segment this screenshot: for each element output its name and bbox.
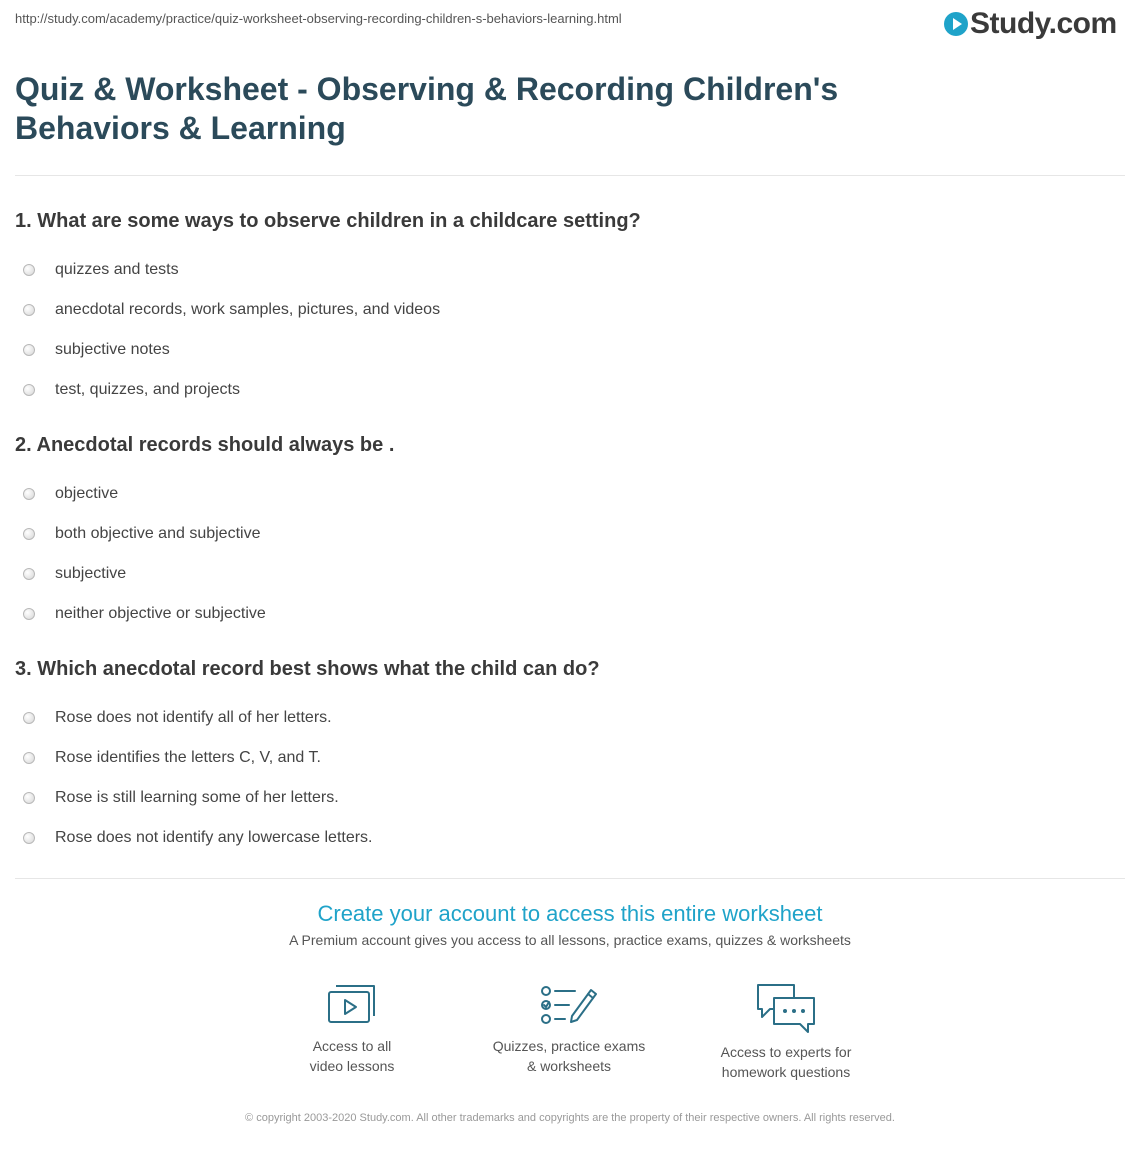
answer-label: neither objective or subjective bbox=[55, 605, 266, 622]
video-lessons-icon bbox=[326, 982, 378, 1028]
question-title: 3. Which anecdotal record best shows what the child can do? bbox=[15, 658, 600, 680]
feature-label: Access to all video lessons bbox=[309, 1038, 395, 1074]
answer-label: Rose is still learning some of her letters. bbox=[55, 789, 339, 806]
page-url: http://study.com/academy/practice/quiz-worksheet-observing-recording-children-s-behaviors-learning.html bbox=[15, 11, 622, 26]
answer-option[interactable] bbox=[15, 250, 1115, 290]
answer-label: Rose does not identify any lowercase letters. bbox=[55, 829, 373, 846]
radio-button[interactable] bbox=[23, 304, 35, 316]
study-logo[interactable] bbox=[944, 6, 1117, 42]
feature-experts bbox=[686, 982, 886, 1082]
feature-video-lessons bbox=[252, 982, 452, 1076]
answer-option[interactable] bbox=[15, 330, 1115, 370]
answer-label: objective bbox=[55, 485, 119, 502]
answer-label: subjective bbox=[55, 565, 127, 582]
quiz-checklist-icon bbox=[539, 982, 599, 1028]
radio-button[interactable] bbox=[23, 264, 35, 276]
answer-option[interactable] bbox=[15, 594, 1115, 634]
question-title: 1. What are some ways to observe children in a childcare setting? bbox=[15, 210, 641, 232]
answer-option[interactable] bbox=[15, 474, 1115, 514]
question-title: 2. Anecdotal records should always be . bbox=[15, 434, 395, 456]
answer-option[interactable] bbox=[15, 370, 1115, 410]
chat-bubbles-icon bbox=[754, 982, 818, 1034]
answer-label: Rose identifies the letters C, V, and T. bbox=[55, 749, 321, 766]
cta-divider bbox=[15, 878, 1125, 879]
answer-option[interactable] bbox=[15, 698, 1115, 738]
radio-button[interactable] bbox=[23, 528, 35, 540]
answer-option[interactable] bbox=[15, 738, 1115, 778]
answer-option[interactable] bbox=[15, 778, 1115, 818]
radio-button[interactable] bbox=[23, 488, 35, 500]
answer-option[interactable] bbox=[15, 514, 1115, 554]
answer-option[interactable] bbox=[15, 290, 1115, 330]
feature-label: Quizzes, practice exams & worksheets bbox=[492, 1038, 646, 1074]
question-2 bbox=[15, 433, 1115, 634]
answer-label: quizzes and tests bbox=[55, 261, 179, 278]
title-divider bbox=[15, 175, 1125, 176]
create-account-link[interactable]: Create your account to access this entire worksheet bbox=[317, 901, 823, 926]
feature-label: Access to experts for homework questions bbox=[720, 1044, 852, 1080]
answer-label: anecdotal records, work samples, pictures, and videos bbox=[55, 301, 441, 318]
page-title: Quiz & Worksheet - Observing & Recording Children's Behaviors & Learning bbox=[15, 71, 839, 146]
answer-label: test, quizzes, and projects bbox=[55, 381, 240, 398]
answer-options bbox=[15, 250, 1115, 410]
radio-button[interactable] bbox=[23, 608, 35, 620]
copyright-footer: © copyright 2003-2020 Study.com. All other trademarks and copyrights are the property of their respective owners. All rights reserved. bbox=[245, 1112, 895, 1124]
question-3 bbox=[15, 657, 1115, 858]
answer-option[interactable] bbox=[15, 554, 1115, 594]
answer-option[interactable] bbox=[15, 818, 1115, 858]
radio-button[interactable] bbox=[23, 752, 35, 764]
radio-button[interactable] bbox=[23, 792, 35, 804]
question-1 bbox=[15, 209, 1115, 410]
answer-options bbox=[15, 698, 1115, 858]
answer-options bbox=[15, 474, 1115, 634]
answer-label: both objective and subjective bbox=[55, 525, 261, 542]
cta-subtitle: A Premium account gives you access to all lessons, practice exams, quizzes & worksheets bbox=[289, 932, 851, 948]
radio-button[interactable] bbox=[23, 344, 35, 356]
logo-text: Study.com bbox=[970, 7, 1117, 40]
radio-button[interactable] bbox=[23, 384, 35, 396]
feature-quizzes bbox=[469, 982, 669, 1076]
play-logo-icon bbox=[944, 12, 968, 36]
answer-label: Rose does not identify all of her letters. bbox=[55, 709, 332, 726]
answer-label: subjective notes bbox=[55, 341, 170, 358]
radio-button[interactable] bbox=[23, 712, 35, 724]
radio-button[interactable] bbox=[23, 832, 35, 844]
radio-button[interactable] bbox=[23, 568, 35, 580]
